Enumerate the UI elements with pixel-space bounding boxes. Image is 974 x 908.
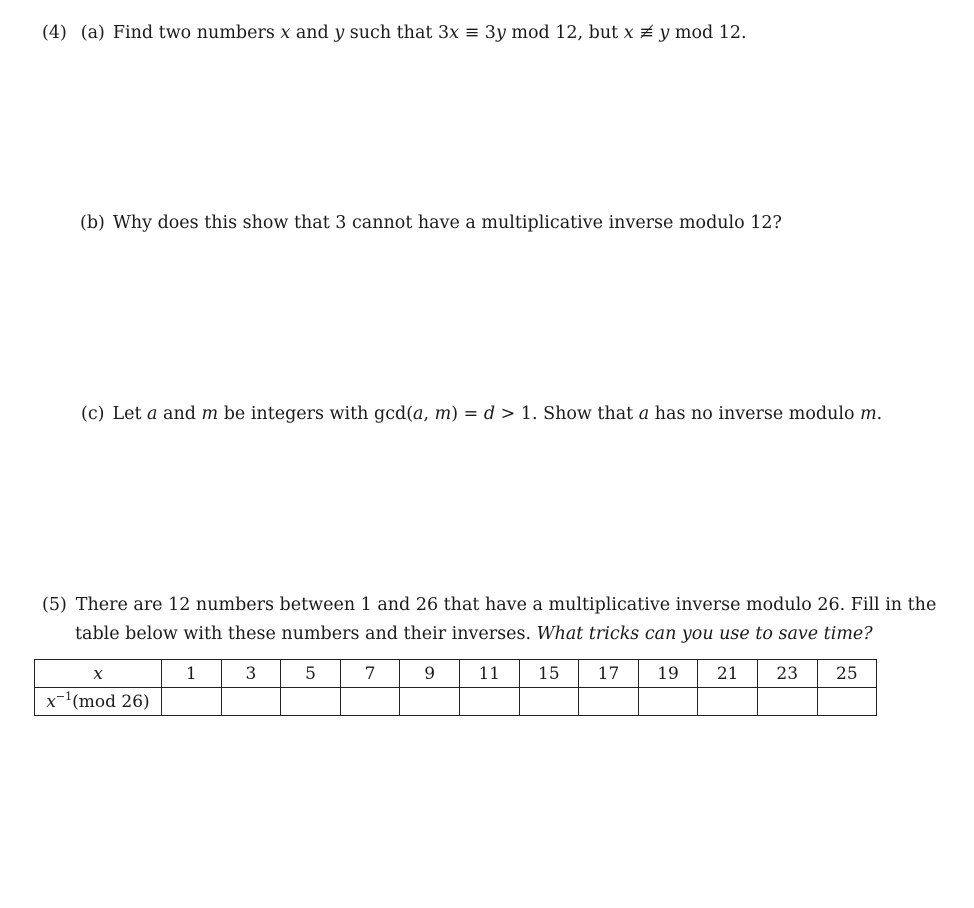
part-a-label: (a) (80, 23, 105, 43)
part-c-text: be integers with gcd( (218, 404, 414, 424)
math-var: m (434, 404, 452, 424)
table-answer-cell[interactable] (638, 688, 698, 716)
problem-5-line-1 (42, 594, 936, 616)
mod-label: (mod 26) (72, 691, 150, 712)
math-var: a (638, 404, 650, 424)
part-a-text: ≢ (633, 23, 660, 43)
math-var: x (93, 663, 103, 684)
part-b-label: (b) (80, 213, 105, 233)
problem-5-line-2 (75, 623, 873, 645)
problem-5-text-line-1: There are 12 numbers between 1 and 26 that have a multiplicative inverse modulo 26. Fill in the (75, 595, 937, 615)
table-answer-cell[interactable] (400, 688, 460, 716)
math-var: x (623, 23, 634, 43)
table-header-inverse (35, 688, 162, 716)
math-var: m (201, 404, 219, 424)
table-answer-cell[interactable] (579, 688, 639, 716)
table-cell-value: 21 (698, 660, 758, 688)
table-answer-cell[interactable] (221, 688, 281, 716)
part-c-text: . (876, 404, 883, 424)
problem-5-number: (5) (42, 595, 67, 615)
table-cell-value: 7 (340, 660, 400, 688)
math-var: x (449, 23, 459, 43)
problem-5-text-line-2: table below with these numbers and their inverses. (75, 624, 537, 644)
math-var: a (147, 404, 158, 424)
table-cell-value: 23 (757, 660, 817, 688)
part-a-text: Find two numbers (112, 23, 281, 43)
table-cell-value: 25 (817, 660, 877, 688)
table-answer-cell[interactable] (340, 688, 400, 716)
problem-5-hint: What tricks can you use to save time? (536, 624, 873, 644)
table-answer-cell[interactable] (162, 688, 222, 716)
math-var: d (483, 404, 496, 424)
problem-4-number: (4) (42, 23, 67, 43)
part-c-label: (c) (81, 404, 105, 424)
part-a-text: ≡ 3 (459, 23, 496, 43)
table-answer-cell[interactable] (459, 688, 519, 716)
table-cell-value: 1 (162, 660, 222, 688)
table-cell-value: 11 (459, 660, 519, 688)
math-var: y (495, 23, 506, 43)
part-c-text: has no inverse modulo (649, 404, 861, 424)
math-var: y (334, 23, 345, 43)
part-c-text: , (423, 404, 435, 424)
part-a-text: such that 3 (344, 23, 450, 43)
math-var: x (280, 23, 291, 43)
problem-4-part-c (81, 403, 882, 425)
table-answer-cell[interactable] (757, 688, 817, 716)
part-c-text: Let (112, 404, 148, 424)
superscript: −1 (55, 689, 73, 703)
table-cell-value: 3 (221, 660, 281, 688)
table-header-x (35, 660, 162, 688)
part-b-text: Why does this show that 3 cannot have a multiplicative inverse modulo 12? (112, 213, 782, 233)
math-var: a (413, 404, 424, 424)
math-var: x (46, 691, 56, 712)
table-cell-value: 9 (400, 660, 460, 688)
problem-4-part-a (42, 22, 747, 44)
table-answer-cell[interactable] (698, 688, 758, 716)
part-a-text: and (290, 23, 335, 43)
math-var: m (860, 404, 877, 424)
table-answer-cell[interactable] (519, 688, 579, 716)
table-answer-cell[interactable] (817, 688, 877, 716)
table-cell-value: 15 (519, 660, 579, 688)
part-a-text: mod 12. (669, 23, 747, 43)
table-cell-value: 19 (638, 660, 698, 688)
inverse-table (34, 659, 877, 716)
part-a-text: mod 12, but (505, 23, 624, 43)
table-row-x (35, 660, 877, 688)
part-c-text: ) = (451, 404, 484, 424)
problem-4-part-b (80, 212, 782, 234)
table-row-inverse (35, 688, 877, 716)
table-answer-cell[interactable] (281, 688, 341, 716)
math-var: y (659, 23, 670, 43)
table-cell-value: 5 (281, 660, 341, 688)
part-c-text: > 1. Show that (495, 404, 639, 424)
part-c-text: and (157, 404, 202, 424)
table-cell-value: 17 (579, 660, 639, 688)
